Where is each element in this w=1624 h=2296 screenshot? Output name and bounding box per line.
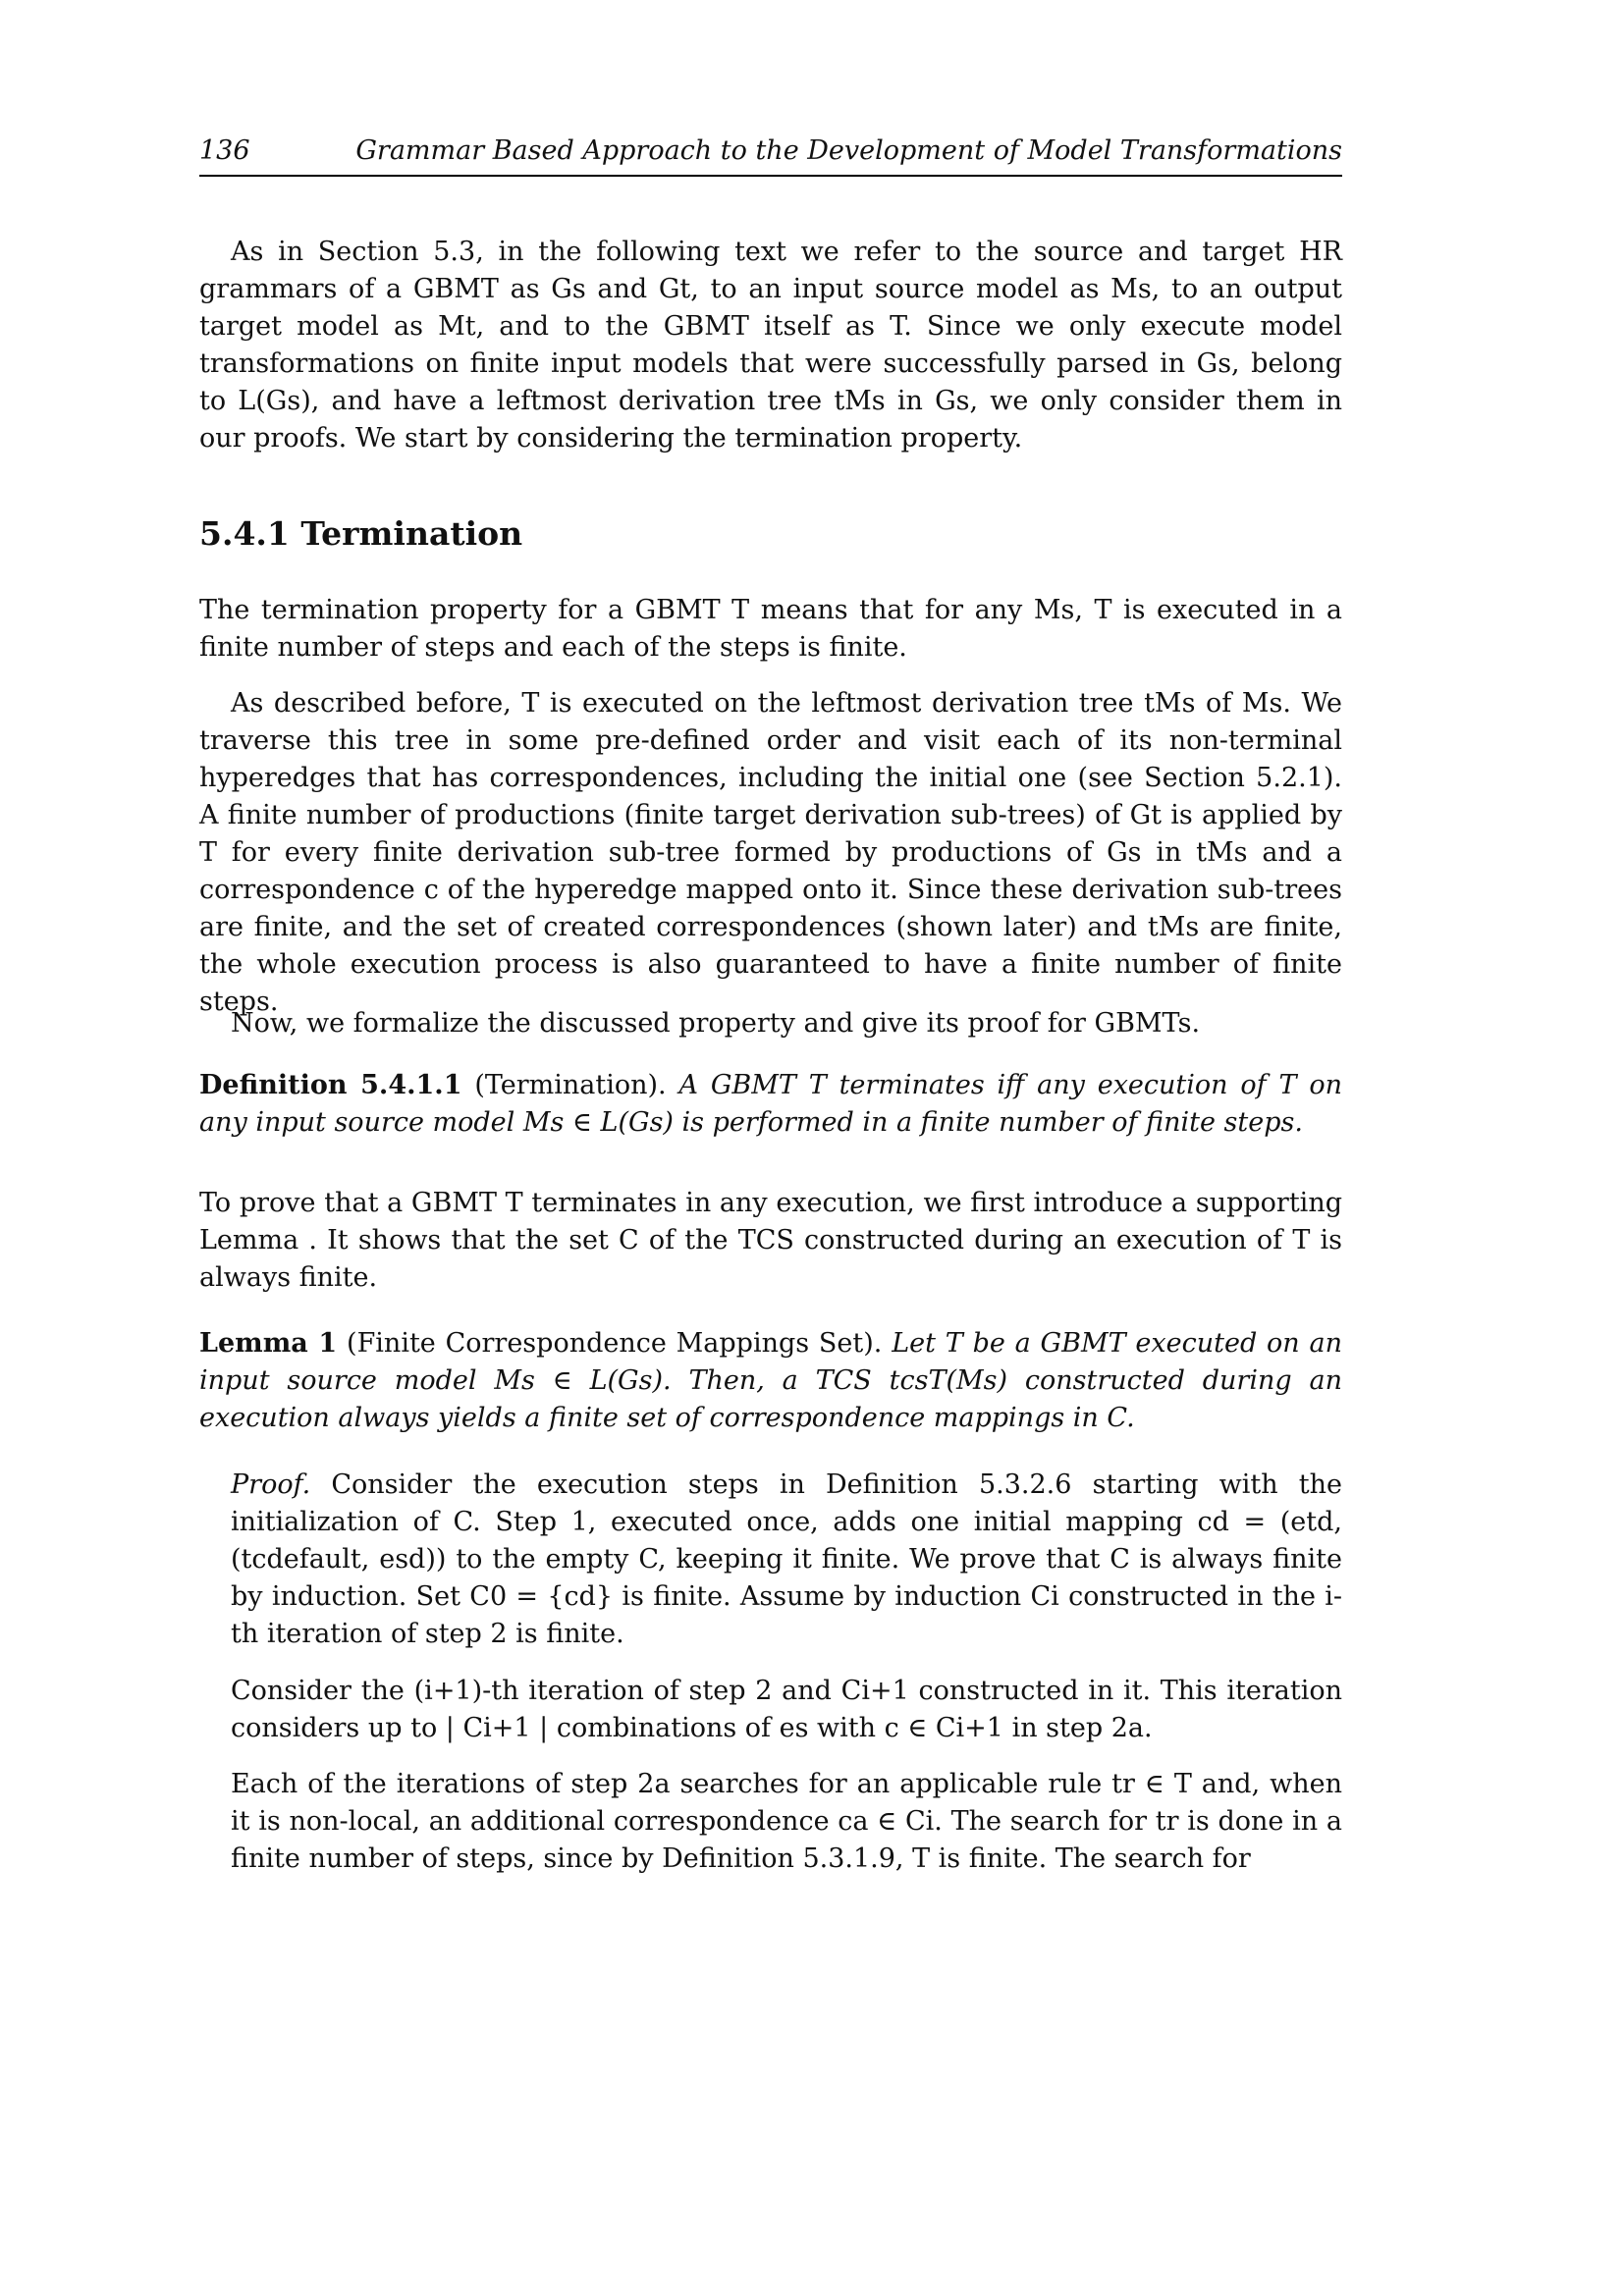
section-heading: 5.4.1 Termination: [199, 514, 523, 553]
lemma-block: [199, 1325, 1342, 1437]
lemma-name: (Finite Correspondence Mappings Set).: [347, 1328, 883, 1359]
definition-text: A GBMT T terminates iff any execution of T on any input source model Ms ∈ L(Gs) is performed in a finite number of finite steps.: [199, 1070, 1342, 1138]
definition-name: (Termination).: [474, 1070, 667, 1100]
formalize-paragraph: Now, we formalize the discussed property and give its proof for GBMTs.: [231, 1008, 1201, 1039]
page-number: 136: [199, 135, 250, 166]
intro-paragraph: As in Section 5.3, in the following text we refer to the source and target HR grammars of a GBMT as Gs and Gt, to an input source model as Ms, to an output target model as Mt, and to the GBMT itself as T. Since we only execute model transformations on finite input models that were successfully parsed in Gs, belong to L(Gs), and have a leftmost derivation tree tMs in Gs, we only consider them in our proofs. We start by considering the termination property.: [199, 237, 1342, 454]
running-header: [199, 135, 1342, 177]
description-paragraph: As described before, T is executed on the leftmost derivation tree tMs of Ms. We traverse this tree in some pre-defined order and visit each of its non-terminal hyperedges that has correspondences, including the initial one (see Section 5.2.1). A finite number of productions (finite target derivation sub-trees) of Gt is applied by T for every finite derivation sub-tree formed by productions of Gs in tMs and a correspondence c of the hyperedge mapped onto it. Since these derivation sub-trees are finite, and the set of created correspondences (shown later) and tMs are finite, the whole execution process is also guaranteed to have a finite number of finite steps.: [199, 688, 1342, 1017]
running-title: Grammar Based Approach to the Development of Model Transformations: [355, 135, 1342, 166]
lemma-label: Lemma 1: [199, 1328, 338, 1359]
termination-paragraph: The termination property for a GBMT T means that for any Ms, T is executed in a finite number of steps and each of the steps is finite.: [199, 595, 1342, 663]
proof-paragraph-2: Consider the (i+1)-th iteration of step 2 and Ci+1 constructed in it. This iteration considers up to | Ci+1 | combinations of es with c ∈ Ci+1 in step 2a.: [231, 1676, 1342, 1743]
lemma-text: Let T be a GBMT executed on an input source model Ms ∈ L(Gs). Then, a TCS tcsT(Ms) constructed during an execution always yields a finite set of correspondence mappings in C.: [199, 1328, 1342, 1433]
proof-paragraph-3: Each of the iterations of step 2a searches for an applicable rule tr ∈ T and, when it is non-local, an additional correspondence ca ∈ Ci. The search for tr is done in a finite number of steps, since by Definition 5.3.1.9, T is finite. The search for: [231, 1769, 1342, 1874]
definition-label: Definition 5.4.1.1: [199, 1070, 462, 1100]
proof-label: Proof.: [231, 1469, 311, 1500]
lemma-intro-paragraph: To prove that a GBMT T terminates in any execution, we first introduce a supporting Lemma . It shows that the set C of the TCS constructed during an execution of T is always finite.: [199, 1188, 1342, 1293]
proof-text-1: Consider the execution steps in Definition 5.3.2.6 starting with the initialization of C. Step 1, executed once, adds one initial mapping cd = (etd, (tcdefault, esd)) to the empty C, keeping it finite. We prove that C is always finite by induction. Set C0 = {cd} is finite. Assume by induction Ci constructed in the i-th iteration of step 2 is finite.: [231, 1469, 1342, 1649]
definition-block: [199, 1067, 1342, 1142]
proof-paragraph-1: [231, 1467, 1342, 1653]
